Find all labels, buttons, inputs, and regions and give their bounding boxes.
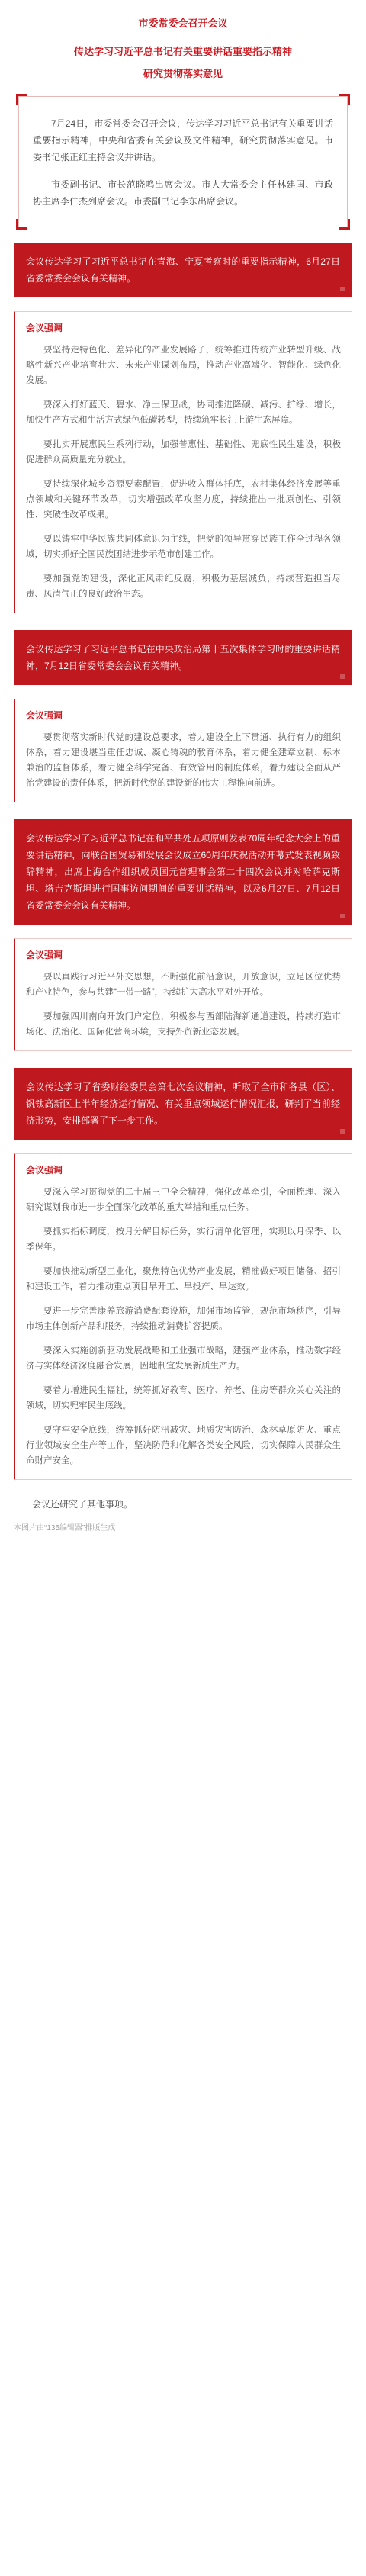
article-subtitle-line2: 研究贯彻落实意见 (143, 68, 223, 79)
emphasis-title: 会议强调 (26, 1165, 63, 1175)
emphasis-paragraph: 要贯彻落实新时代党的建设总要求，着力建设全上下贯通、执行有力的组织体系，着力建设堪当重任忠诚、凝心铸魂的教育体系，着力健全建章立制、标本兼治的监督体系，着力健全科学完备、有效管用的制度体系，着力建设全面从严治党建设的责任体系，把新时代党的建设新的伟大工程推向前进。 (26, 733, 341, 788)
closing-text: 会议还研究了其他事项。 (32, 1499, 133, 1510)
emphasis-title: 会议强调 (26, 323, 63, 333)
emphasis-block (14, 938, 352, 1051)
emphasis-block (14, 699, 352, 802)
emphasis-paragraph: 要加强党的建设，深化正风肃纪反腐，积极为基层减负，持续营造担当尽责、风清气正的良好政治生态。 (26, 574, 341, 599)
emphasis-paragraph: 要坚持走特色化、差异化的产业发展路子，统筹推进传统产业转型升级、战略性新兴产业培育壮大、未来产业谋划布局，推动产业高端化、智能化、绿色化发展。 (26, 346, 341, 385)
corner-decoration (339, 219, 350, 230)
section-banner: 会议传达学习了省委财经委员会第七次会议精神，听取了全市和各县（区）、钒钛高新区上半年经济运行情况、有关重点领域运行情况汇报，研判了当前经济形势，安排部署了下一步工作。 (14, 1068, 352, 1140)
corner-decoration (339, 94, 350, 105)
emphasis-paragraph: 要加强四川南向开放门户定位，积极参与西部陆海新通道建设，持续打造市场化、法治化、国际化营商环境，支持外贸新业态发展。 (26, 1012, 341, 1037)
emphasis-title: 会议强调 (26, 950, 63, 960)
intro-paragraph: 7月24日，市委常委会召开会议，传达学习习近平总书记有关重要讲话重要指示精神，中央和省委有关会议及文件精神，研究贯彻落实意见。市委书记张正红主持会议并讲话。 (33, 118, 333, 162)
emphasis-paragraph: 要抓实指标调度，按月分解目标任务，实行清单化管理，实现以月保季、以季保年。 (26, 1227, 341, 1252)
source-note: 本图片由“135编辑器”排版生成 (14, 1524, 116, 1532)
section-banner: 会议传达学习了习近平总书记在青海、宁夏考察时的重要指示精神，6月27日省委常委会会议有关精神。 (14, 243, 352, 297)
section-banner: 会议传达学习了习近平总书记在中央政治局第十五次集体学习时的重要讲话精神，7月12日省委常委会会议有关精神。 (14, 630, 352, 685)
corner-decoration (16, 94, 27, 105)
article-subtitle-line1: 传达学习习近平总书记有关重要讲话重要指示精神 (73, 46, 292, 57)
emphasis-block (14, 311, 352, 613)
emphasis-paragraph: 要守牢安全底线，统筹抓好防汛减灾、地质灾害防治、森林草原防火、重点行业领域安全生产等工作，坚决防范和化解各类安全风险，切实保障人民群众生命财产安全。 (26, 1426, 341, 1465)
article-title: 市委常委会召开会议 (138, 18, 228, 29)
emphasis-paragraph: 要深入实施创新驱动发展战略和工业强市战略，建强产业体系，推动数字经济与实体经济深度融合发展，因地制宜发展新质生产力。 (26, 1346, 341, 1371)
intro-paragraph: 市委副书记、市长范晓鸣出席会议。市人大常委会主任林建国、市政协主席李仁杰列席会议。市委副书记李东出席会议。 (33, 179, 333, 207)
corner-decoration (16, 219, 27, 230)
emphasis-paragraph: 要以真践行习近平外交思想，不断强化前沿意识，开放意识，立足区位优势和产业特色，参与共建“一带一路”，持续扩大高水平对外开放。 (26, 973, 341, 997)
emphasis-block (14, 1153, 352, 1480)
section-banner: 会议传达学习了习近平总书记在和平共处五项原则发表70周年纪念大会上的重要讲话精神，向联合国贸易和发展会议成立60周年庆祝活动开幕式发表视频致辞精神，出席上海合作组织成员国元首理事会第二十四次会议并对哈萨克斯坦、塔吉克斯坦进行国事访问期间的重要讲话精神，以及6月27日、7月12日省委常委会会议有关精神。 (14, 819, 352, 925)
emphasis-paragraph: 要深入学习贯彻党的二十届三中全会精神，强化改革牵引，全面梳理、深入研究谋划我市进一步全面深化改革的重大举措和重点任务。 (26, 1188, 341, 1212)
emphasis-paragraph: 要加快推动新型工业化，聚焦特色优势产业发展，精准做好项目储备、招引和建设工作，着力推动重点项目早开工、早投产、早达效。 (26, 1267, 341, 1291)
intro-box (18, 96, 348, 227)
emphasis-paragraph: 要以铸牢中华民族共同体意识为主线，把党的领导贯穿民族工作全过程各领域，切实抓好全国民族团结进步示范市创建工作。 (26, 535, 341, 559)
emphasis-title: 会议强调 (26, 710, 63, 721)
emphasis-paragraph: 要扎实开展惠民生系列行动，加强普惠性、基础性、兜底性民生建设，积极促进群众高质量充分就业。 (26, 440, 341, 465)
emphasis-paragraph: 要着力增进民生福祉，统筹抓好教育、医疗、养老、住房等群众关心关注的领域，切实兜牢民生底线。 (26, 1386, 341, 1410)
emphasis-paragraph: 要进一步完善康养旅游消费配套设施，加强市场监管，规范市场秩序，引导市场主体创新产品和服务，持续推动消费扩容提质。 (26, 1307, 341, 1331)
emphasis-paragraph: 要持续深化城乡资源要素配置，促进收入群体托底，农村集体经济发展等重点领域和关键环节改革，切实增强改革攻坚力度，持续推出一批原创性、引领性、突破性改革成果。 (26, 480, 341, 519)
emphasis-paragraph: 要深入打好蓝天、碧水、净土保卫战，协同推进降碳、减污、扩绿、增长，加快生产方式和生活方式绿色低碳转型，持续筑牢长江上游生态屏障。 (26, 400, 341, 425)
